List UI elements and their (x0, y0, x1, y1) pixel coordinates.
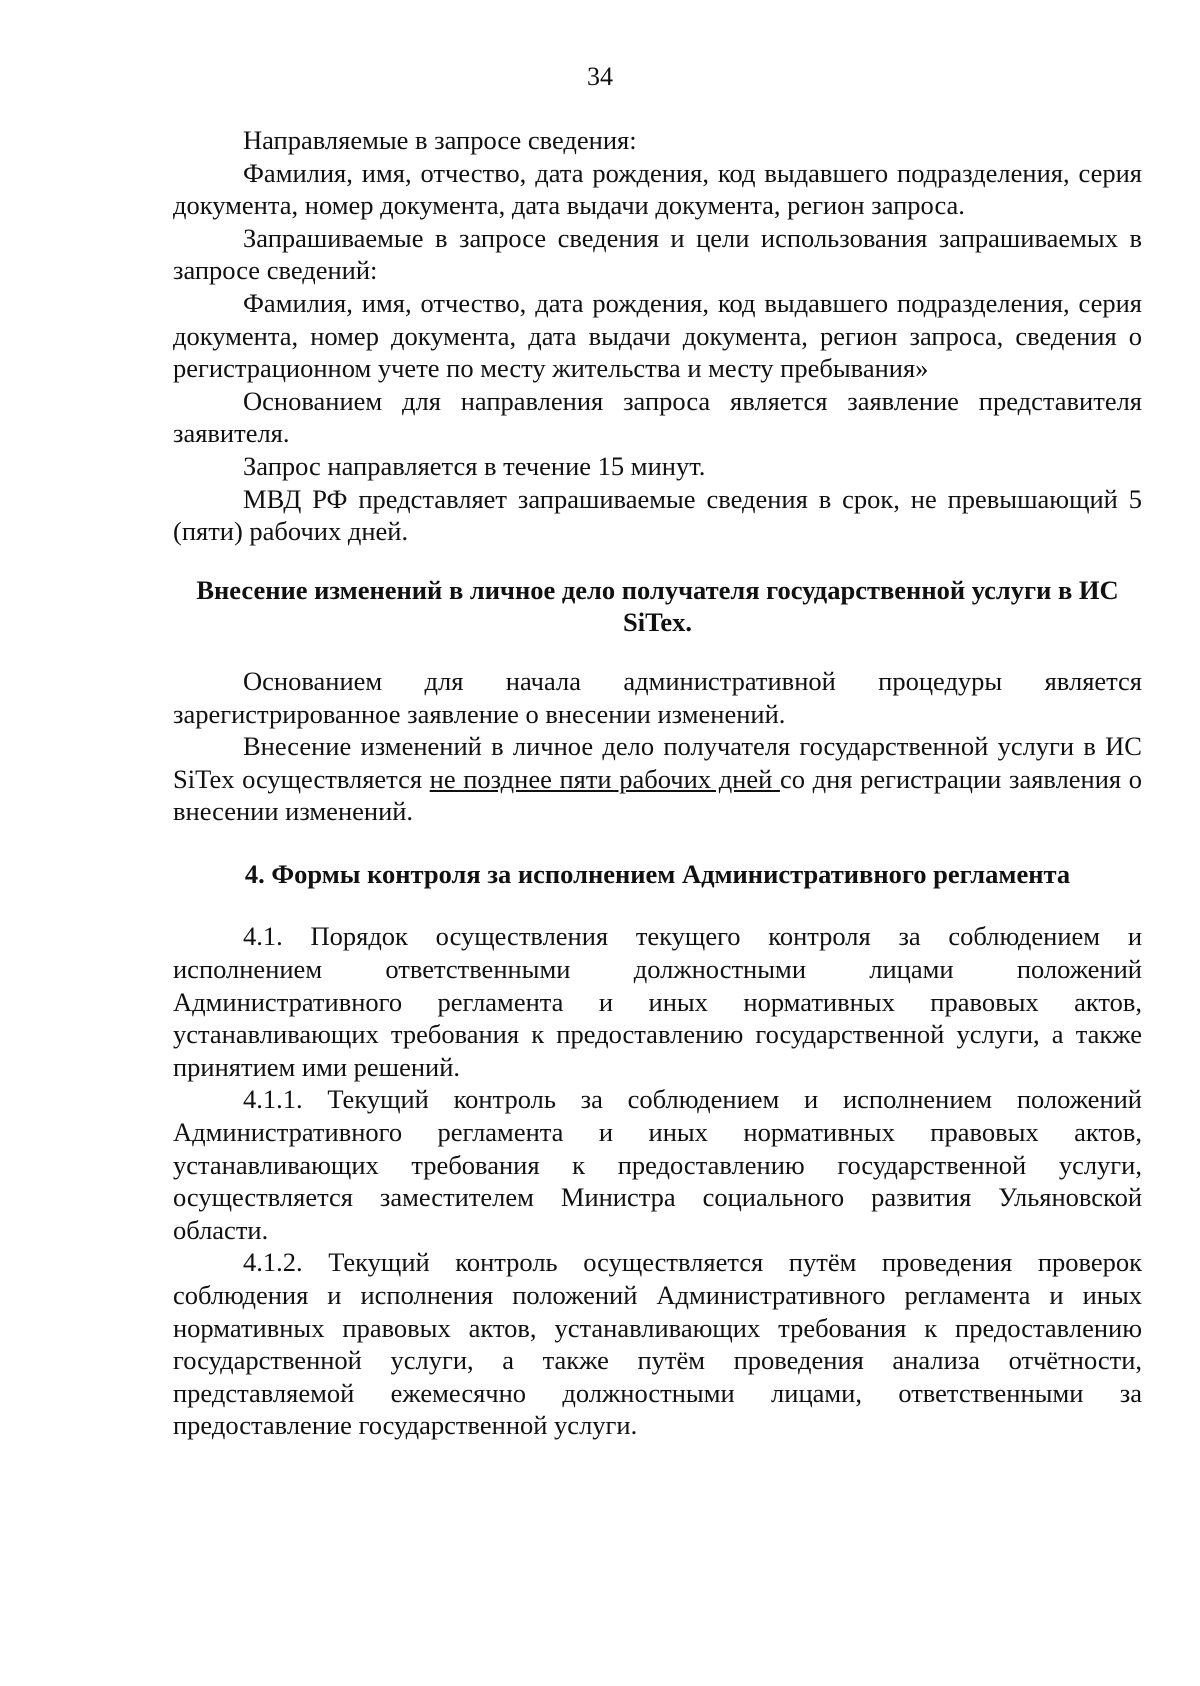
sent-label: Направляемые в запросе сведения: (243, 125, 637, 155)
clause-4-1-2: 4.1.2. Текущий контроль осуществляется путём проведения проверок соблюдения и исполнения положений Административного регламента и иных нормативных правовых актов, устанавливающих требования к предоставлению государственной услуги, а также путём проведения анализа отчётности, представляемой ежемесячно должностными лицами, ответственными за предоставление государственной услуги. (173, 1247, 1142, 1441)
clause-4-1-1: 4.1.1. Текущий контроль за соблюдением и исполнением положений Административного регламента и иных нормативных правовых актов, устанавливающих требования к предоставлению государственной услуги, осуществляется заместителем Министра социального развития Ульяновской области. (173, 1084, 1142, 1245)
changes-deadline-end: со дня регистрации заявления о внесении изменений. (173, 763, 1142, 827)
changes-deadline (173, 730, 1142, 828)
changes-heading: Внесение изменений в личное дело получателя государственной услуги в ИС SiTex. (196, 574, 1119, 638)
requested-label: Запрашиваемые в запросе сведения и цели использования запрашиваемых в запросе сведений: (173, 222, 1142, 286)
section4-heading: 4. Формы контроля за исполнением Административного регламента (244, 858, 1071, 889)
sent-fields: Фамилия, имя, отчество, дата рождения, код выдавшего подразделения, серия документа, номер документа, дата выдачи документа, регион запроса. (173, 157, 1142, 221)
requested-fields: Фамилия, имя, отчество, дата рождения, код выдавшего подразделения, серия документа, номер документа, дата выдачи документа, регион запроса, сведения о регистрационном учете по месту жительства и месту пребывания» (173, 287, 1142, 384)
deadline-underlined: не позднее пяти рабочих дней (429, 763, 780, 794)
clause-4-1: 4.1. Порядок осуществления текущего контроля за соблюдением и исполнением ответственными должностными лицами положений Административного регламента и иных нормативных правовых актов, устанавливающих требования к предоставлению государственной услуги, а также принятием ими решений. (173, 921, 1142, 1082)
request-timing: Запрос направляется в течение 15 минут. (243, 450, 706, 481)
mvd-term: МВД РФ представляет запрашиваемые сведения в срок, не превышающий 5 (пяти) рабочих дней. (173, 483, 1142, 547)
request-basis: Основанием для направления запроса является заявление представителя заявителя. (173, 385, 1142, 449)
changes-deadline-start: Внесение изменений в личное дело получателя государственной услуги в ИС SiTex осуществляется (173, 731, 1142, 794)
changes-basis: Основанием для начала административной процедуры является зарегистрированное заявление о внесении изменений. (173, 665, 1142, 729)
page-body (173, 124, 1142, 1442)
page-number: 34 (587, 62, 613, 91)
